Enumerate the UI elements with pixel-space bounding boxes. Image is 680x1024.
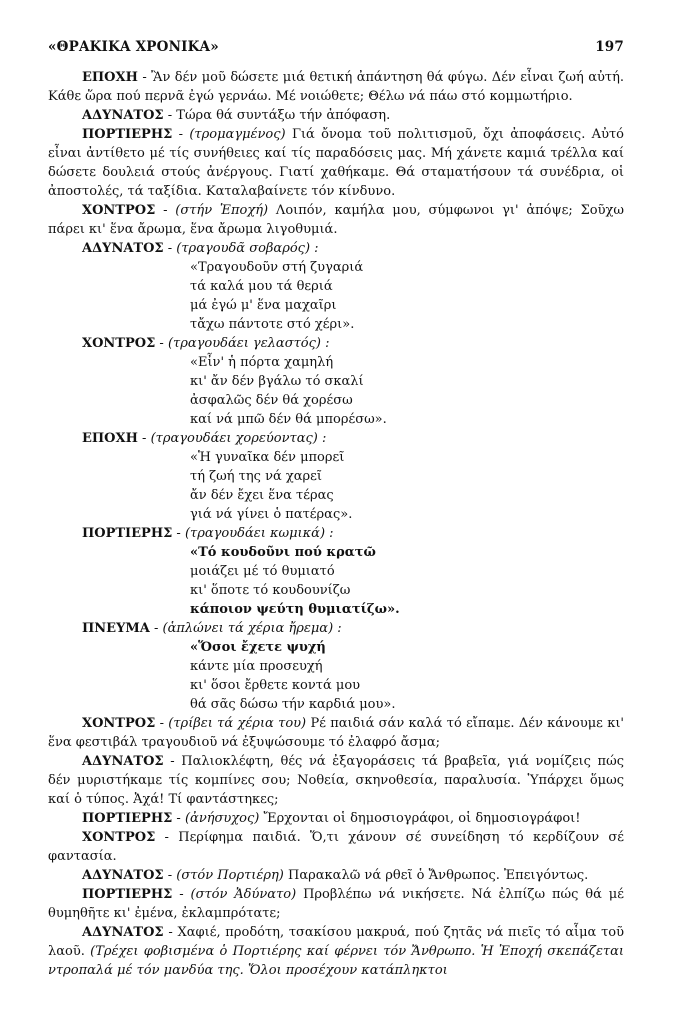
dialogue-paragraph: ΧΟΝΤΡΟΣ - (στήν Ἐποχή) Λοιπόν, καμήλα μου, σύμφωνοι γι' ἀπόψε; Σοῦχω πάρει κι' ἕνα ἄρωμα, ἕνα ἄρωμα λιγοθυμιά. [48, 203, 624, 237]
song-header: ΕΠΟΧΗ - (τραγουδάει χορεύοντας) : [82, 431, 327, 446]
verse-line: ἀσφαλῶς δέν θά χορέσω [190, 393, 353, 408]
dialogue-paragraph: ΑΔΥΝΑΤΟΣ - (στόν Πορτιέρη) Παρακαλῶ νά ρθεῖ ὁ Ἄνθρωπος. Ἐπειγόντως. [82, 868, 589, 883]
song-verse [190, 258, 624, 334]
verse-line: κι' ἄν δέν βγάλω τό σκαλί [190, 374, 364, 389]
song-header: ΧΟΝΤΡΟΣ - (τραγουδάει γελαστός) : [82, 336, 330, 351]
verse-line: κάποιον ψεύτη θυμιατίζω». [190, 602, 400, 617]
stage-direction: (τρομαγμένος) [189, 127, 286, 142]
verse-line: μά ἐγώ μ' ἕνα μαχαῖρι [190, 298, 337, 313]
speaker-name: ΑΔΥΝΑΤΟΣ [82, 754, 164, 769]
dialogue-paragraph: ΠΟΡΤΙΕΡΗΣ - (στόν Ἀδύνατο) Προβλέπω νά νικήσετε. Νά ἐλπίζω πώς θά μέ θυμηθῆτε κι' ἐμένα, ἐκλαμπρότατε; [48, 887, 624, 921]
dialogue-paragraph [48, 68, 624, 106]
page-number: 197 [595, 39, 624, 55]
verse-line: μοιάζει μέ τό θυμιατό [190, 564, 335, 579]
verse-line: θά σᾶς δώσω τήν καρδιά μου». [190, 697, 396, 712]
stage-direction: (τραγουδάει κωμικά) : [184, 526, 334, 541]
dialogue-text: - Χαφιέ, προδότη, τσακίσου μακρυά, πού ζητᾶς νά πιεῖς τό αἷμα τοῦ λαοῦ. [48, 925, 624, 959]
song-verse [190, 448, 624, 524]
dialogue-text: - Τώρα θά συντάξω τήν ἀπόφαση. [163, 108, 391, 123]
song-block [82, 524, 624, 619]
verse-line: τή ζωή της νά χαρεῖ [190, 469, 323, 484]
song-block [82, 239, 624, 334]
speaker-name: ΠΟΡΤΙΕΡΗΣ [82, 526, 173, 541]
speaker-name: ΑΔΥΝΑΤΟΣ [82, 868, 164, 883]
verse-line: γιά νά γίνει ὁ πατέρας». [190, 507, 353, 522]
speaker-name: ΠΝΕΥΜΑ [82, 621, 150, 636]
stage-direction: (τραγουδάει χορεύοντας) : [150, 431, 327, 446]
speaker-name: ΕΠΟΧΗ [82, 70, 138, 85]
stage-direction: (ἀνήσυχος) [184, 811, 260, 826]
verse-line: ἄν δέν ἔχει ἕνα τέρας [190, 488, 334, 503]
journal-title: «ΘΡΑΚΙΚΑ ΧΡΟΝΙΚΑ» [48, 39, 219, 55]
dialogue-text: - Περίφημα παιδιά. Ὅ,τι χάνουν σέ συνείδηση τό κερδίζουν σέ φαντασία. [48, 830, 624, 864]
song-verse [190, 638, 624, 714]
stage-direction: (στόν Ἀδύνατο) [190, 887, 297, 902]
speaker-name: ΧΟΝΤΡΟΣ [82, 203, 156, 218]
speaker-name: ΑΔΥΝΑΤΟΣ [82, 241, 164, 256]
verse-line: «Ὅσοι ἔχετε ψυχή [190, 640, 326, 655]
dialogue-paragraph: ΠΟΡΤΙΕΡΗΣ - (ἀνήσυχος) Ἔρχονται οἱ δημοσιογράφοι, οἱ δημοσιογράφοι! [82, 811, 581, 826]
song-block [82, 429, 624, 524]
speaker-name: ΠΟΡΤΙΕΡΗΣ [82, 127, 173, 142]
verse-line: κάντε μία προσευχή [190, 659, 323, 674]
speaker-name: ΧΟΝΤΡΟΣ [82, 830, 156, 845]
speaker-name: ΕΠΟΧΗ [82, 431, 138, 446]
verse-line: «Ἡ γυναῖκα δέν μπορεῖ [190, 450, 345, 465]
running-header [48, 39, 624, 57]
stage-direction: (στήν Ἐποχή) [175, 203, 269, 218]
dialogue-text: Ρέ παιδιά σάν καλά τό εἴπαμε. Δέν κάνουμε κι' ἕνα φεστιβάλ τραγουδιοῦ νά ἐξυψώσουμε τό ἐλαφρό ἄσμα; [48, 716, 625, 750]
stage-direction: (τραγουδᾶ σοβαρός) : [176, 241, 319, 256]
verse-line: «Τραγουδοῦν στή ζυγαριά [190, 260, 364, 275]
dialogue-paragraph [48, 828, 624, 866]
song-header: ΑΔΥΝΑΤΟΣ - (τραγουδᾶ σοβαρός) : [82, 241, 319, 256]
song-block [82, 334, 624, 429]
stage-direction: (ἁπλώνει τά χέρια ἤρεμα) : [162, 621, 342, 636]
play-text [48, 68, 624, 980]
dialogue-text: Λοιπόν, καμήλα μου, σύμφωνοι γι' ἀπόψε; Σοῦχω πάρει κι' ἕνα ἄρωμα, ἕνα ἄρωμα λιγοθυμιά. [48, 203, 624, 237]
dialogue-text: Γιά ὄνομα τοῦ πολιτισμοῦ, ὄχι ἀποφάσεις. Αὐτό εἶναι ἀντίθετο μέ τίς συνήθειες καί τίς παραδόσεις μας. Μή χάνετε καμιά τρέλλα καί δώσετε δουλειά στούς ἀνέργους. Γιατί χαθήκαμε. Θά σταματήσουν τά συνέδρια, οἱ ἀποστολές, τά ταξίδια. Καταλαβαίνετε τόν κίνδυνο. [48, 127, 624, 199]
dialogue-text: - Ἂν δέν μοῦ δώσετε μιά θετική ἀπάντηση θά φύγω. Δέν εἶναι ζωή αὐτή. Κάθε ὥρα πού περνᾶ ἐγώ γερνάω. Μέ νοιώθετε; Θέλω νά πάω στό κομμωτήριο. [48, 70, 624, 104]
dialogue-paragraph [48, 752, 624, 809]
song-block [82, 619, 624, 714]
speaker-name: ΑΔΥΝΑΤΟΣ [82, 108, 164, 123]
verse-line: κι' ὅποτε τό κουδουνίζω [190, 583, 351, 598]
verse-line: «Εἶν' ἡ πόρτα χαμηλή [190, 355, 334, 370]
dialogue-paragraph [48, 106, 624, 125]
dialogue-text: - Παλιοκλέφτη, θές νά ἐξαγοράσεις τά βραβεῖα, γιά νομίζεις πώς δέν μυριστήκαμε τίς κομπίνες σου; Νοθεία, σκηνοθεσία, παραλυσία. Ὑπάρχει ὅμως καί ὁ τύπος. Ἀχά! Τί φαντάστηκες; [48, 754, 624, 807]
speaker-name: ΧΟΝΤΡΟΣ [82, 336, 156, 351]
stage-direction: (Τρέχει φοβισμένα ὁ Πορτιέρης καί φέρνει τόν Ἄνθρωπο. Ἡ Ἐποχή σκεπάζεται ντροπαλά μέ τόν μανδύα της. Ὅλοι προσέχουν κατάπληκτοι [48, 944, 624, 978]
song-header: ΠΝΕΥΜΑ - (ἁπλώνει τά χέρια ἤρεμα) : [82, 621, 342, 636]
verse-line: «Τό κουδοῦνι πού κρατῶ [190, 545, 376, 560]
speaker-name: ΠΟΡΤΙΕΡΗΣ [82, 811, 173, 826]
dialogue-text: Παρακαλῶ νά ρθεῖ ὁ Ἄνθρωπος. Ἐπειγόντως. [283, 868, 589, 883]
speaker-name: ΑΔΥΝΑΤΟΣ [82, 925, 164, 940]
dialogue-text: Προβλέπω νά νικήσετε. Νά ἐλπίζω πώς θά μέ θυμηθῆτε κι' ἐμένα, ἐκλαμπρότατε; [48, 887, 624, 921]
verse-line: καί νά μπῶ δέν θά μπορέσω». [190, 412, 387, 427]
song-header: ΠΟΡΤΙΕΡΗΣ - (τραγουδάει κωμικά) : [82, 526, 334, 541]
dialogue-paragraph: ΧΟΝΤΡΟΣ - (τρίβει τά χέρια του) Ρέ παιδιά σάν καλά τό εἴπαμε. Δέν κάνουμε κι' ἕνα φεστιβάλ τραγουδιοῦ νά ἐξυψώσουμε τό ἐλαφρό ἄσμα; [48, 716, 625, 750]
verse-line: τά καλά μου τά θεριά [190, 279, 333, 294]
dialogue-paragraph: ΠΟΡΤΙΕΡΗΣ - (τρομαγμένος) Γιά ὄνομα τοῦ πολιτισμοῦ, ὄχι ἀποφάσεις. Αὐτό εἶναι ἀντίθετο μέ τίς συνήθειες καί τίς παραδόσεις μας. Μή χάνετε καμιά τρέλλα καί δώσετε δουλειά στούς ἀνέργους. Γιατί χαθήκαμε. Θά σταματήσουν τά συνέδρια, οἱ ἀποστολές, τά ταξίδια. Καταλαβαίνετε τόν κίνδυνο. [48, 127, 624, 199]
stage-direction: (στόν Πορτιέρη) [176, 868, 284, 883]
speaker-name: ΧΟΝΤΡΟΣ [82, 716, 156, 731]
song-verse [190, 543, 624, 619]
verse-line: τἄχω πάντοτε στό χέρι». [190, 317, 355, 332]
verse-line: κι' ὅσοι ἔρθετε κοντά μου [190, 678, 361, 693]
dialogue-paragraph [48, 923, 624, 980]
stage-direction: (τρίβει τά χέρια του) [168, 716, 307, 731]
speaker-name: ΠΟΡΤΙΕΡΗΣ [82, 887, 173, 902]
dialogue-text: Ἔρχονται οἱ δημοσιογράφοι, οἱ δημοσιογράφοι! [259, 811, 581, 826]
song-verse [190, 353, 624, 429]
stage-direction: (τραγουδάει γελαστός) : [167, 336, 330, 351]
